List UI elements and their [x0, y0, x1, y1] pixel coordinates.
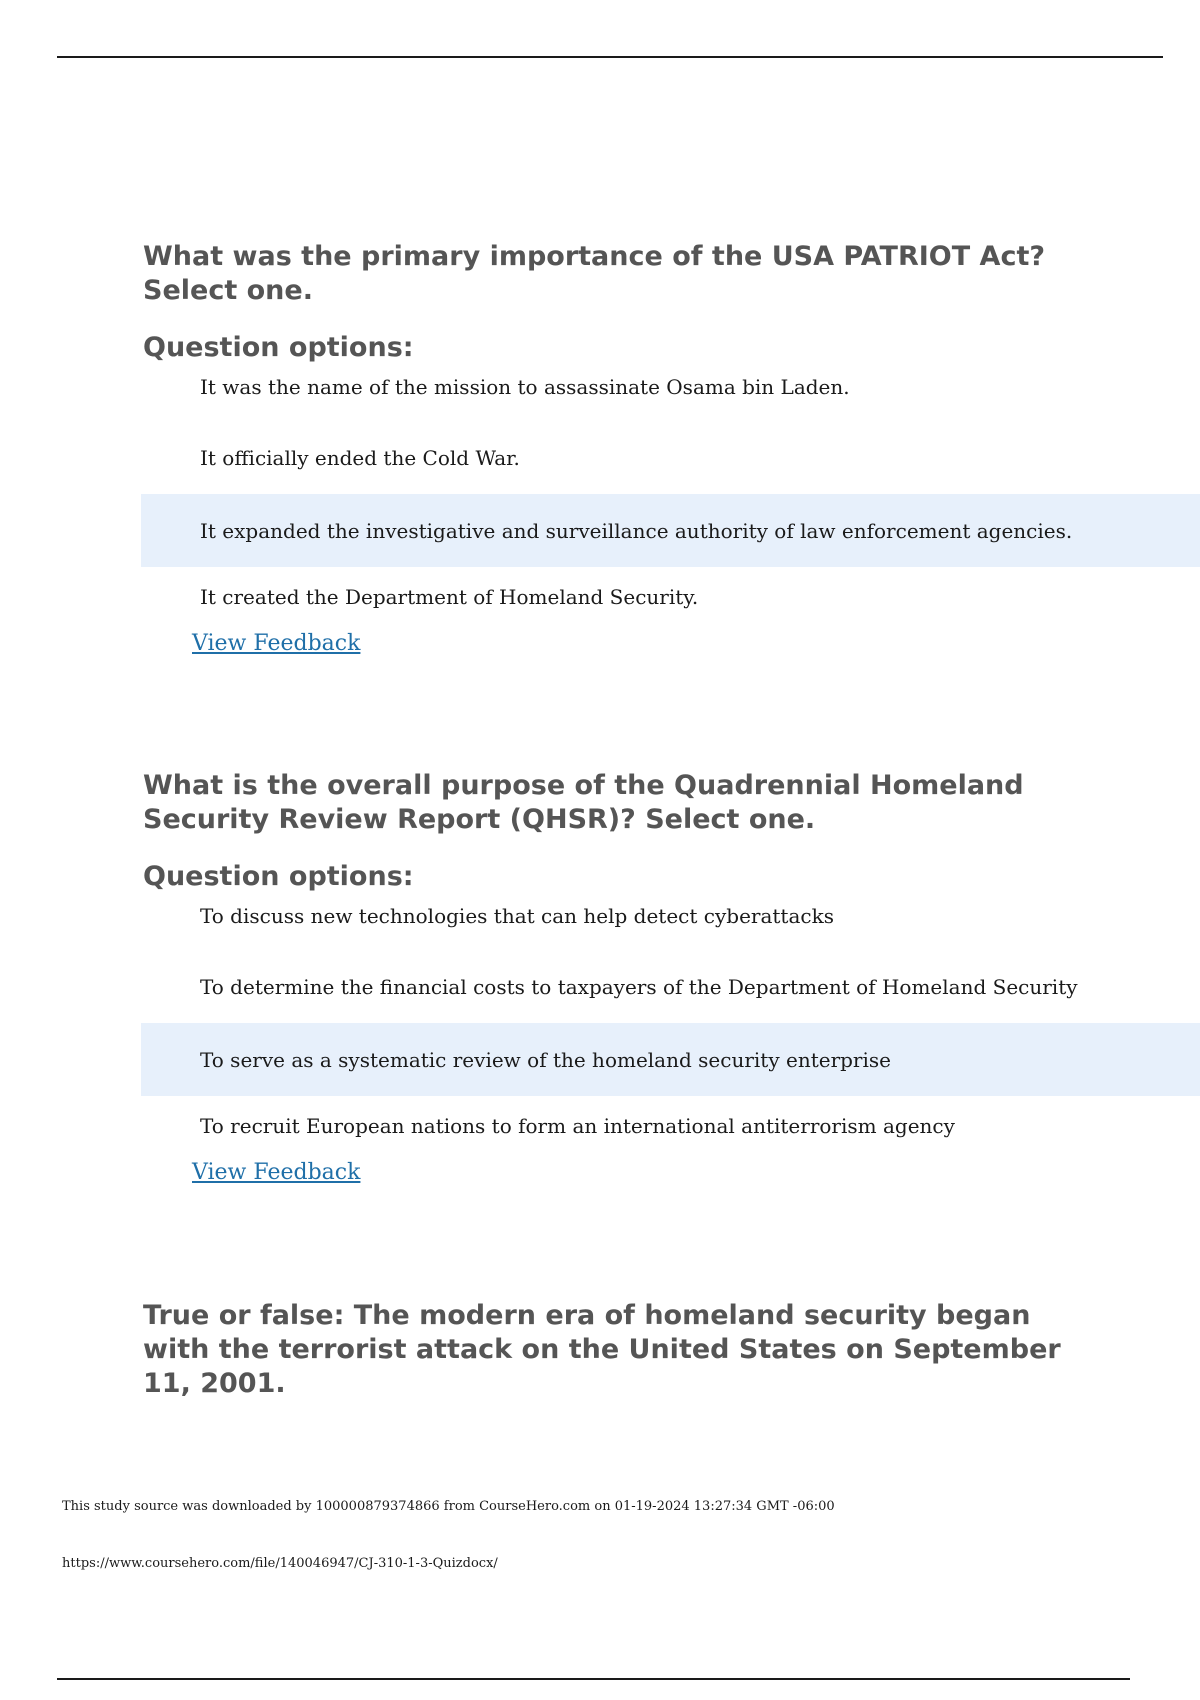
option-1[interactable]: To discuss new technologies that can help detect cyberattacks [200, 904, 834, 928]
download-source-note: This study source was downloaded by 100000879374866 from CourseHero.com on 01-19-2024 13:27:34 GMT -06:00 [62, 1499, 835, 1514]
view-feedback-link[interactable]: View Feedback [192, 1160, 361, 1185]
question-options-heading: Question options: [143, 332, 414, 363]
question-options-heading: Question options: [143, 861, 414, 892]
option-4[interactable]: To recruit European nations to form an international antiterrorism agency [200, 1114, 955, 1138]
option-2[interactable]: To determine the financial costs to taxpayers of the Department of Homeland Security [200, 974, 1078, 999]
question-1 [141, 240, 1200, 656]
question-title: What was the primary importance of the USA PATRIOT Act? Select one. [143, 241, 1046, 306]
question-2 [141, 769, 1200, 1185]
option-3-selected[interactable]: To serve as a systematic review of the homeland security enterprise [141, 1023, 1200, 1096]
question-3 [141, 1299, 1200, 1401]
option-2[interactable]: It officially ended the Cold War. [200, 445, 520, 470]
option-3-selected[interactable]: It expanded the investigative and surveillance authority of law enforcement agencies. [141, 494, 1200, 567]
option-4[interactable]: It created the Department of Homeland Security. [200, 585, 699, 609]
bottom-divider [57, 1678, 1130, 1680]
source-url: https://www.coursehero.com/file/140046947/CJ-310-1-3-Quizdocx/ [62, 1556, 498, 1571]
option-list [141, 904, 1200, 1156]
view-feedback-link[interactable]: View Feedback [192, 631, 361, 656]
question-title: True or false: The modern era of homeland security began with the terrorist attack on the United States on September 11, 2001. [143, 1300, 1061, 1399]
top-divider [57, 56, 1163, 58]
option-1[interactable]: It was the name of the mission to assassinate Osama bin Laden. [200, 375, 850, 399]
question-title: What is the overall purpose of the Quadrennial Homeland Security Review Report (QHSR)? Select one. [143, 770, 1024, 835]
option-list [141, 375, 1200, 627]
